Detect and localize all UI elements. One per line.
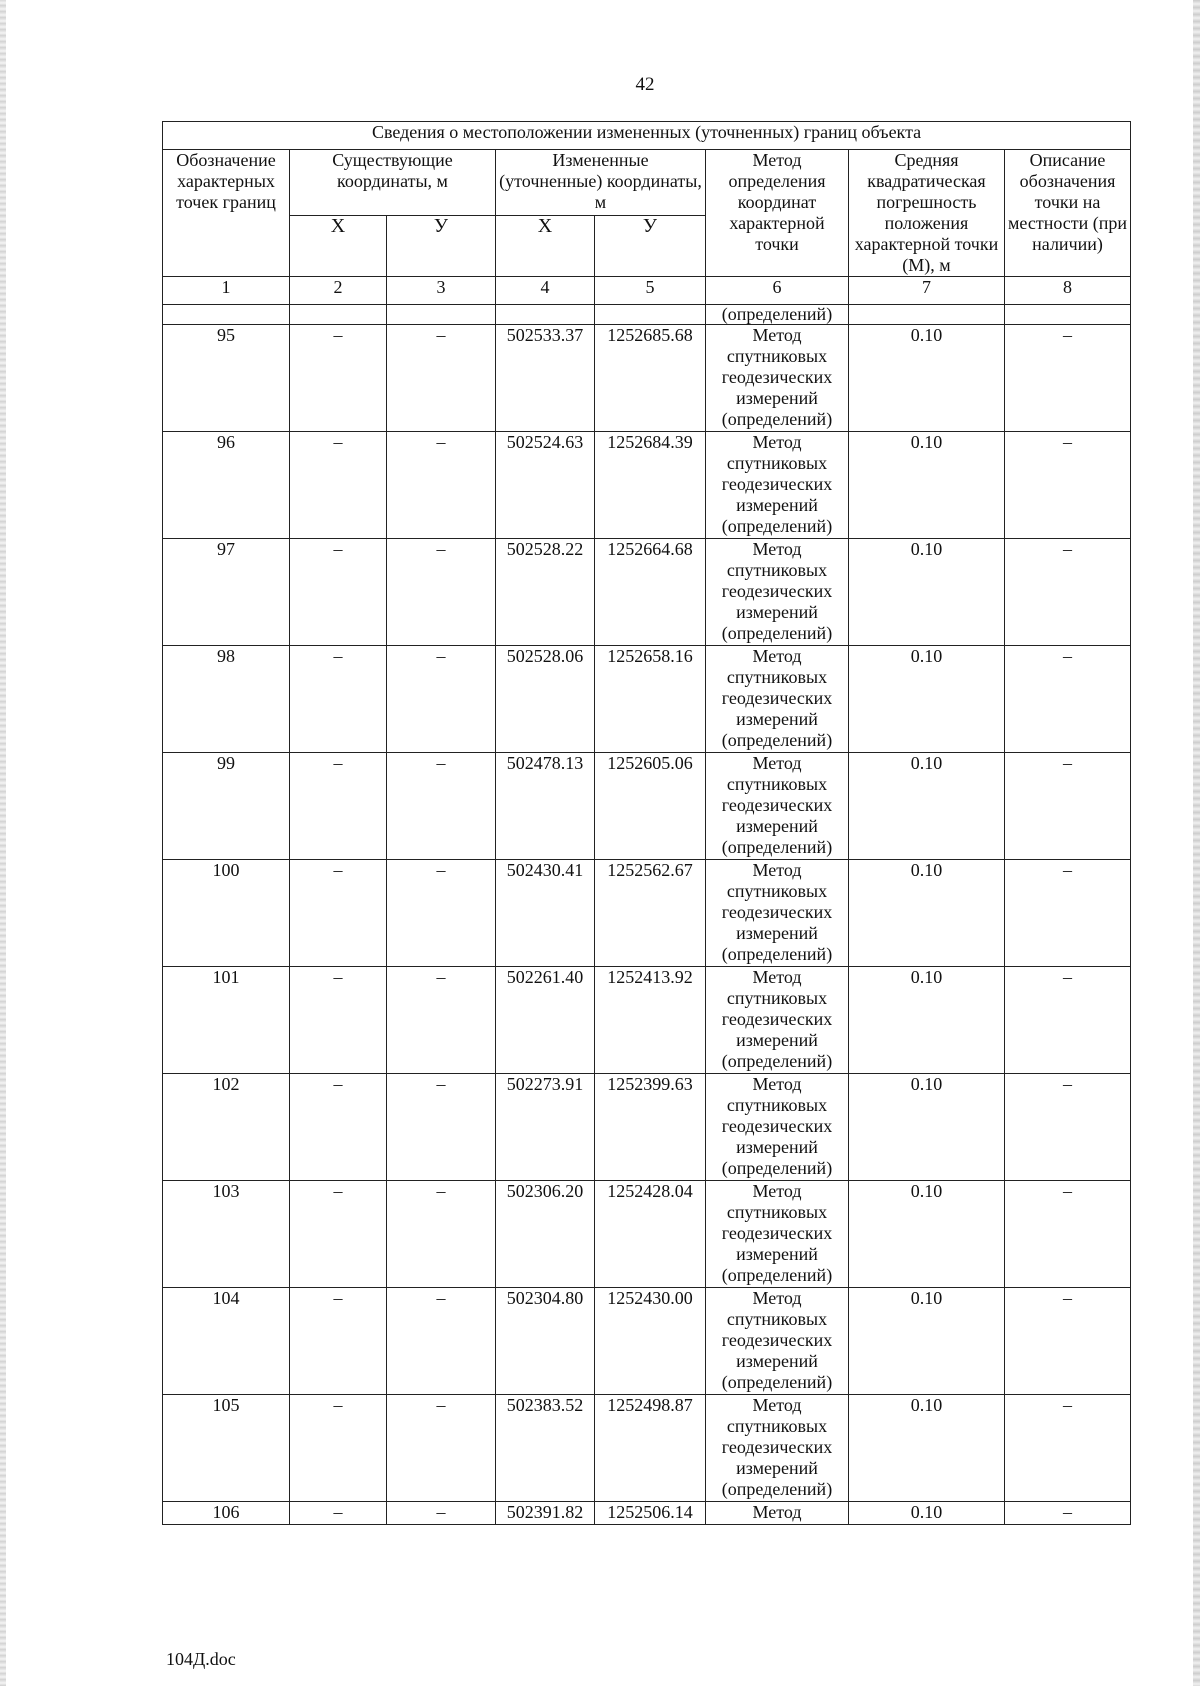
header-changed-coordinates: Измененные (уточненные) координаты, м bbox=[496, 150, 706, 216]
cell-description: – bbox=[1005, 753, 1131, 860]
cell-method: Метод спутниковых геодезических измерений (определений) bbox=[706, 1395, 849, 1502]
cell-error: 0.10 bbox=[849, 1395, 1005, 1502]
cell-y: 1252430.00 bbox=[595, 1288, 706, 1395]
cell-existing-y: – bbox=[387, 646, 496, 753]
cell-existing-x: – bbox=[290, 1181, 387, 1288]
cell-existing-y: – bbox=[387, 1288, 496, 1395]
cell-existing-y: – bbox=[387, 1502, 496, 1525]
cell-method: Метод спутниковых геодезических измерений (определений) bbox=[706, 1288, 849, 1395]
cell-x: 502304.80 bbox=[496, 1288, 595, 1395]
table-row bbox=[163, 1395, 1131, 1502]
cell-point: 99 bbox=[163, 753, 290, 860]
cell-y: 1252684.39 bbox=[595, 432, 706, 539]
cell-x: 502528.22 bbox=[496, 539, 595, 646]
scan-edge-right bbox=[1193, 0, 1200, 1686]
cell-point: 98 bbox=[163, 646, 290, 753]
cell-x: 502524.63 bbox=[496, 432, 595, 539]
cell-description: – bbox=[1005, 432, 1131, 539]
cell-error: 0.10 bbox=[849, 646, 1005, 753]
cell-existing-y: – bbox=[387, 1395, 496, 1502]
cell-error: 0.10 bbox=[849, 1181, 1005, 1288]
cell-existing-x: – bbox=[290, 1288, 387, 1395]
cell-point: 97 bbox=[163, 539, 290, 646]
cell-existing-y: – bbox=[387, 325, 496, 432]
cell-description: – bbox=[1005, 1502, 1131, 1525]
cell-point: 100 bbox=[163, 860, 290, 967]
cell-description: – bbox=[1005, 646, 1131, 753]
column-number: 4 bbox=[496, 277, 595, 305]
cell-point: 101 bbox=[163, 967, 290, 1074]
cell-method: Метод спутниковых геодезических измерений (определений) bbox=[706, 325, 849, 432]
header-mean-square-error: Средняя квадратическая погрешность положения характерной точки (М), м bbox=[849, 150, 1005, 277]
table-caption: Сведения о местоположении измененных (уточненных) границ объекта bbox=[163, 122, 1131, 150]
cell-error: 0.10 bbox=[849, 432, 1005, 539]
column-number: 8 bbox=[1005, 277, 1131, 305]
table-row bbox=[163, 646, 1131, 753]
cell-y: 1252428.04 bbox=[595, 1181, 706, 1288]
cell-y: 1252399.63 bbox=[595, 1074, 706, 1181]
cell-method: Метод спутниковых геодезических измерений (определений) bbox=[706, 432, 849, 539]
coordinates-table bbox=[162, 121, 1131, 1525]
cell-y: 1252506.14 bbox=[595, 1502, 706, 1525]
cell-method: Метод спутниковых геодезических измерений (определений) bbox=[706, 1181, 849, 1288]
cell-x: 502273.91 bbox=[496, 1074, 595, 1181]
cell-method: Метод спутниковых геодезических измерений (определений) bbox=[706, 539, 849, 646]
cell-existing-x: – bbox=[290, 646, 387, 753]
cell-x: 502528.06 bbox=[496, 646, 595, 753]
cell-error: 0.10 bbox=[849, 860, 1005, 967]
cell-description: – bbox=[1005, 967, 1131, 1074]
cell-x: 502478.13 bbox=[496, 753, 595, 860]
cell-x: 502261.40 bbox=[496, 967, 595, 1074]
cell-existing-x: – bbox=[290, 325, 387, 432]
column-number: 7 bbox=[849, 277, 1005, 305]
cell-existing-y: – bbox=[387, 1181, 496, 1288]
cell-y: 1252413.92 bbox=[595, 967, 706, 1074]
cell-existing-x: – bbox=[290, 1395, 387, 1502]
cell-description: – bbox=[1005, 1074, 1131, 1181]
cell-y: 1252658.16 bbox=[595, 646, 706, 753]
column-number: 5 bbox=[595, 277, 706, 305]
column-number-row bbox=[163, 277, 1131, 305]
cell-description: – bbox=[1005, 1395, 1131, 1502]
cell-existing-x: – bbox=[290, 539, 387, 646]
cell-x: 502533.37 bbox=[496, 325, 595, 432]
cell-error: 0.10 bbox=[849, 539, 1005, 646]
cell-method: Метод спутниковых геодезических измерений (определений) bbox=[706, 860, 849, 967]
cell-x: 502391.82 bbox=[496, 1502, 595, 1525]
cell-description: – bbox=[1005, 1181, 1131, 1288]
cell-method: Метод спутниковых геодезических измерений (определений) bbox=[706, 753, 849, 860]
cell-point: 105 bbox=[163, 1395, 290, 1502]
cell-existing-x: – bbox=[290, 967, 387, 1074]
cell-y: 1252498.87 bbox=[595, 1395, 706, 1502]
cell-y: 1252605.06 bbox=[595, 753, 706, 860]
cell-point: 106 bbox=[163, 1502, 290, 1525]
table-row bbox=[163, 860, 1131, 967]
table-row bbox=[163, 753, 1131, 860]
cell-x: 502306.20 bbox=[496, 1181, 595, 1288]
header-changed-y: У bbox=[595, 216, 706, 277]
column-number: 6 bbox=[706, 277, 849, 305]
cell-method: Метод bbox=[706, 1502, 849, 1525]
table-row bbox=[163, 967, 1131, 1074]
cell-y: 1252562.67 bbox=[595, 860, 706, 967]
cell-existing-x: – bbox=[290, 1502, 387, 1525]
header-point-designation: Обозначение характерных точек границ bbox=[163, 150, 290, 277]
table-row bbox=[163, 432, 1131, 539]
cell-x: 502383.52 bbox=[496, 1395, 595, 1502]
cell-existing-x: – bbox=[290, 860, 387, 967]
cell-description: – bbox=[1005, 1288, 1131, 1395]
cell-point: 104 bbox=[163, 1288, 290, 1395]
cell-method: Метод спутниковых геодезических измерений (определений) bbox=[706, 1074, 849, 1181]
cell-existing-y: – bbox=[387, 1074, 496, 1181]
cell-existing-y: – bbox=[387, 967, 496, 1074]
cell-point: 103 bbox=[163, 1181, 290, 1288]
cell-error: 0.10 bbox=[849, 325, 1005, 432]
cell-existing-y: – bbox=[387, 860, 496, 967]
cell-method: Метод спутниковых геодезических измерений (определений) bbox=[706, 967, 849, 1074]
cell-description: – bbox=[1005, 860, 1131, 967]
scan-edge-left bbox=[0, 0, 6, 1686]
cell-existing-y: – bbox=[387, 539, 496, 646]
column-number: 3 bbox=[387, 277, 496, 305]
cell-error: 0.10 bbox=[849, 1288, 1005, 1395]
file-name-footer: 104Д.doc bbox=[166, 1649, 236, 1669]
cell-existing-y: – bbox=[387, 753, 496, 860]
cell-description: – bbox=[1005, 325, 1131, 432]
cell-error: 0.10 bbox=[849, 1502, 1005, 1525]
column-number: 2 bbox=[290, 277, 387, 305]
continuation-row bbox=[163, 305, 1131, 325]
cell-description: – bbox=[1005, 539, 1131, 646]
table-row bbox=[163, 1502, 1131, 1525]
cell-existing-y: – bbox=[387, 432, 496, 539]
header-existing-coordinates: Существующие координаты, м bbox=[290, 150, 496, 216]
table-row bbox=[163, 1288, 1131, 1395]
cell-y: 1252685.68 bbox=[595, 325, 706, 432]
column-number: 1 bbox=[163, 277, 290, 305]
cell-point: 102 bbox=[163, 1074, 290, 1181]
continuation-text: (определений) bbox=[706, 305, 849, 325]
cell-error: 0.10 bbox=[849, 753, 1005, 860]
cell-point: 95 bbox=[163, 325, 290, 432]
table-row bbox=[163, 325, 1131, 432]
table-row bbox=[163, 1181, 1131, 1288]
cell-existing-x: – bbox=[290, 753, 387, 860]
cell-existing-x: – bbox=[290, 432, 387, 539]
header-changed-x: Х bbox=[496, 216, 595, 277]
cell-y: 1252664.68 bbox=[595, 539, 706, 646]
cell-existing-x: – bbox=[290, 1074, 387, 1181]
cell-point: 96 bbox=[163, 432, 290, 539]
cell-method: Метод спутниковых геодезических измерений (определений) bbox=[706, 646, 849, 753]
table-row bbox=[163, 1074, 1131, 1181]
cell-error: 0.10 bbox=[849, 967, 1005, 1074]
header-description: Описание обозначения точки на местности (при наличии) bbox=[1005, 150, 1131, 277]
cell-error: 0.10 bbox=[849, 1074, 1005, 1181]
cell-x: 502430.41 bbox=[496, 860, 595, 967]
header-existing-x: Х bbox=[290, 216, 387, 277]
header-method: Метод определения координат характерной точки bbox=[706, 150, 849, 277]
page-number: 42 bbox=[635, 74, 655, 95]
table-row bbox=[163, 539, 1131, 646]
header-existing-y: У bbox=[387, 216, 496, 277]
